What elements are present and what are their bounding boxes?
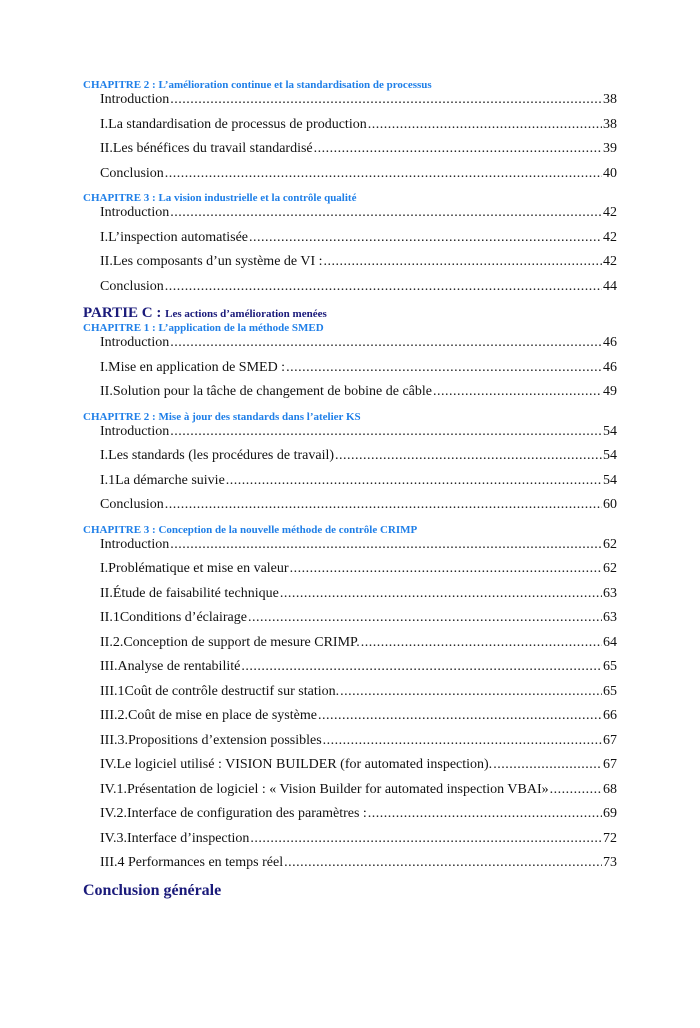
dot-leader bbox=[165, 275, 602, 300]
toc-entry-label: II.1Conditions d’éclairage bbox=[100, 610, 247, 625]
dot-leader bbox=[368, 802, 602, 827]
toc-entry[interactable] bbox=[83, 226, 617, 251]
toc-entry[interactable] bbox=[83, 655, 617, 680]
dot-leader bbox=[314, 137, 602, 162]
toc-entry[interactable] bbox=[83, 606, 617, 631]
toc-entry[interactable] bbox=[83, 753, 617, 778]
toc-entry-page: 67 bbox=[603, 732, 617, 748]
dot-leader bbox=[368, 113, 602, 138]
toc-entry-label: I.Problématique et mise en valeur bbox=[100, 561, 289, 576]
toc-entry[interactable] bbox=[83, 778, 617, 803]
table-of-contents bbox=[83, 78, 617, 901]
toc-entry-page: 73 bbox=[603, 855, 617, 870]
toc-entry[interactable] bbox=[83, 137, 617, 162]
toc-entry-label: III.2.Coût de mise en place de système bbox=[100, 708, 317, 723]
toc-entry-label: II.Les bénéfices du travail standardisé bbox=[100, 141, 313, 156]
toc-entry-page: 38 bbox=[603, 92, 617, 107]
toc-entry-label: I.1La démarche suivie bbox=[100, 472, 225, 488]
toc-entry-page: 46 bbox=[603, 335, 617, 350]
toc-entry[interactable] bbox=[83, 356, 617, 381]
toc-entry[interactable] bbox=[83, 444, 617, 469]
toc-entry[interactable] bbox=[83, 250, 617, 275]
toc-entry-page: 38 bbox=[603, 116, 617, 132]
toc-entry-page: 42 bbox=[603, 229, 617, 245]
dot-leader bbox=[550, 778, 602, 803]
toc-entry[interactable] bbox=[83, 493, 617, 518]
dot-leader bbox=[286, 356, 602, 381]
toc-entry-page: 46 bbox=[603, 359, 617, 375]
dot-leader bbox=[340, 680, 602, 705]
toc-entry-label: III.4 Performances en temps réel bbox=[100, 855, 284, 870]
toc-entry[interactable] bbox=[83, 420, 617, 445]
dot-leader bbox=[280, 582, 602, 607]
toc-entry-label: IV.2.Interface de configuration des paramètres : bbox=[100, 806, 367, 821]
toc-entry-page: 65 bbox=[603, 683, 617, 699]
toc-entry-page: 62 bbox=[603, 536, 617, 552]
toc-entry-label: Conclusion bbox=[100, 278, 164, 294]
toc-entry[interactable] bbox=[83, 851, 617, 876]
toc-entry-page: 63 bbox=[603, 585, 617, 601]
partie-title: Les actions d’amélioration menées bbox=[165, 308, 327, 320]
chapter-heading[interactable]: CHAPITRE 2 : Mise à jour des standards dans l’atelier KS bbox=[83, 410, 361, 423]
toc-entry-page: 66 bbox=[603, 708, 617, 723]
toc-entry-page: 63 bbox=[603, 610, 617, 625]
dot-leader bbox=[249, 226, 602, 251]
toc-entry-label: II.Étude de faisabilité technique bbox=[100, 585, 279, 601]
toc-entry-label: IV.3.Interface d’inspection bbox=[100, 830, 250, 846]
toc-entry-page: 44 bbox=[603, 278, 617, 294]
dot-leader bbox=[248, 606, 602, 631]
toc-entry[interactable] bbox=[83, 827, 617, 852]
dot-leader bbox=[165, 162, 602, 187]
toc-entry-label: II.Les composants d’un système de VI : bbox=[100, 254, 323, 269]
dot-leader bbox=[241, 655, 602, 680]
toc-entry-label: II.2.Conception de support de mesure CRIMP. bbox=[100, 634, 360, 650]
toc-entry[interactable] bbox=[83, 469, 617, 494]
toc-entry-label: I.La standardisation de processus de production bbox=[100, 116, 367, 132]
conclusion-generale-heading[interactable]: Conclusion générale bbox=[83, 881, 222, 899]
toc-entry-label: Conclusion bbox=[100, 497, 164, 512]
dot-leader bbox=[170, 201, 602, 226]
dot-leader bbox=[318, 704, 602, 729]
toc-entry-label: I.Les standards (les procédures de travail) bbox=[100, 448, 335, 463]
toc-entry-label: I.L’inspection automatisée bbox=[100, 229, 248, 245]
toc-entry-label: IV.1.Présentation de logiciel : « Vision Builder for automated inspection VBAI» bbox=[100, 781, 549, 797]
toc-entry-page: 67 bbox=[603, 757, 617, 772]
toc-entry-page: 39 bbox=[603, 141, 617, 156]
dot-leader bbox=[250, 827, 602, 852]
toc-entry-label: Introduction bbox=[100, 335, 170, 350]
toc-entry[interactable] bbox=[83, 88, 617, 113]
dot-leader bbox=[290, 557, 602, 582]
toc-entry-label: Introduction bbox=[100, 423, 170, 439]
partie-prefix: PARTIE C : bbox=[83, 305, 166, 321]
toc-entry-page: 68 bbox=[603, 781, 617, 797]
toc-entry-label: III.1Coût de contrôle destructif sur station. bbox=[100, 683, 340, 699]
dot-leader bbox=[226, 469, 602, 494]
toc-entry-label: Conclusion bbox=[100, 165, 164, 181]
toc-entry-page: 54 bbox=[603, 423, 617, 439]
dot-leader bbox=[361, 631, 602, 656]
chapter-heading[interactable]: CHAPITRE 3 : La vision industrielle et la contrôle qualité bbox=[83, 192, 357, 204]
toc-entry[interactable] bbox=[83, 331, 617, 356]
toc-entry-label: Introduction bbox=[100, 205, 170, 220]
toc-entry[interactable] bbox=[83, 557, 617, 582]
partie-heading[interactable] bbox=[83, 305, 617, 321]
toc-entry[interactable] bbox=[83, 113, 617, 138]
dot-leader bbox=[170, 331, 602, 356]
dot-leader bbox=[170, 420, 602, 445]
toc-entry[interactable] bbox=[83, 582, 617, 607]
toc-entry-label: IV.Le logiciel utilisé : VISION BUILDER (for automated inspection). bbox=[100, 757, 493, 772]
toc-entry-label: III.3.Propositions d’extension possibles bbox=[100, 732, 322, 748]
dot-leader bbox=[323, 729, 602, 754]
toc-entry[interactable] bbox=[83, 533, 617, 558]
toc-entry-label: II.Solution pour la tâche de changement de bobine de câble bbox=[100, 384, 432, 399]
toc-entry-page: 54 bbox=[603, 448, 617, 463]
dot-leader bbox=[170, 533, 602, 558]
chapter-heading[interactable]: CHAPITRE 2 : L’amélioration continue et la standardisation de processus bbox=[83, 79, 432, 91]
dot-leader bbox=[335, 444, 602, 469]
chapter-heading[interactable]: CHAPITRE 3 : Conception de la nouvelle méthode de contrôle CRIMP bbox=[83, 523, 418, 536]
dot-leader bbox=[284, 851, 602, 876]
toc-entry-label: Introduction bbox=[100, 92, 170, 107]
toc-entry-label: III.Analyse de rentabilité bbox=[100, 659, 241, 674]
toc-entry-page: 42 bbox=[603, 205, 617, 220]
dot-leader bbox=[493, 753, 602, 778]
toc-entry[interactable] bbox=[83, 802, 617, 827]
toc-entry[interactable] bbox=[83, 201, 617, 226]
toc-entry-page: 65 bbox=[603, 659, 617, 674]
chapter-heading[interactable]: CHAPITRE 1 : L’application de la méthode SMED bbox=[83, 322, 324, 334]
toc-entry[interactable] bbox=[83, 631, 617, 656]
toc-entry-page: 60 bbox=[603, 497, 617, 512]
toc-entry-page: 40 bbox=[603, 165, 617, 181]
dot-leader bbox=[324, 250, 602, 275]
toc-entry-label: I.Mise en application de SMED : bbox=[100, 359, 286, 375]
toc-entry-page: 62 bbox=[603, 561, 617, 576]
dot-leader bbox=[433, 380, 602, 405]
dot-leader bbox=[170, 88, 602, 113]
toc-entry-page: 49 bbox=[603, 384, 617, 399]
toc-entry[interactable] bbox=[83, 275, 617, 300]
toc-entry[interactable] bbox=[83, 729, 617, 754]
toc-entry-page: 72 bbox=[603, 830, 617, 846]
toc-entry[interactable] bbox=[83, 162, 617, 187]
toc-entry[interactable] bbox=[83, 680, 617, 705]
dot-leader bbox=[165, 493, 602, 518]
toc-entry[interactable] bbox=[83, 380, 617, 405]
toc-entry-page: 54 bbox=[603, 472, 617, 488]
toc-entry[interactable] bbox=[83, 704, 617, 729]
toc-entry-page: 69 bbox=[603, 806, 617, 821]
toc-entry-page: 42 bbox=[603, 254, 617, 269]
toc-entry-label: Introduction bbox=[100, 536, 170, 552]
toc-entry-page: 64 bbox=[603, 634, 617, 650]
